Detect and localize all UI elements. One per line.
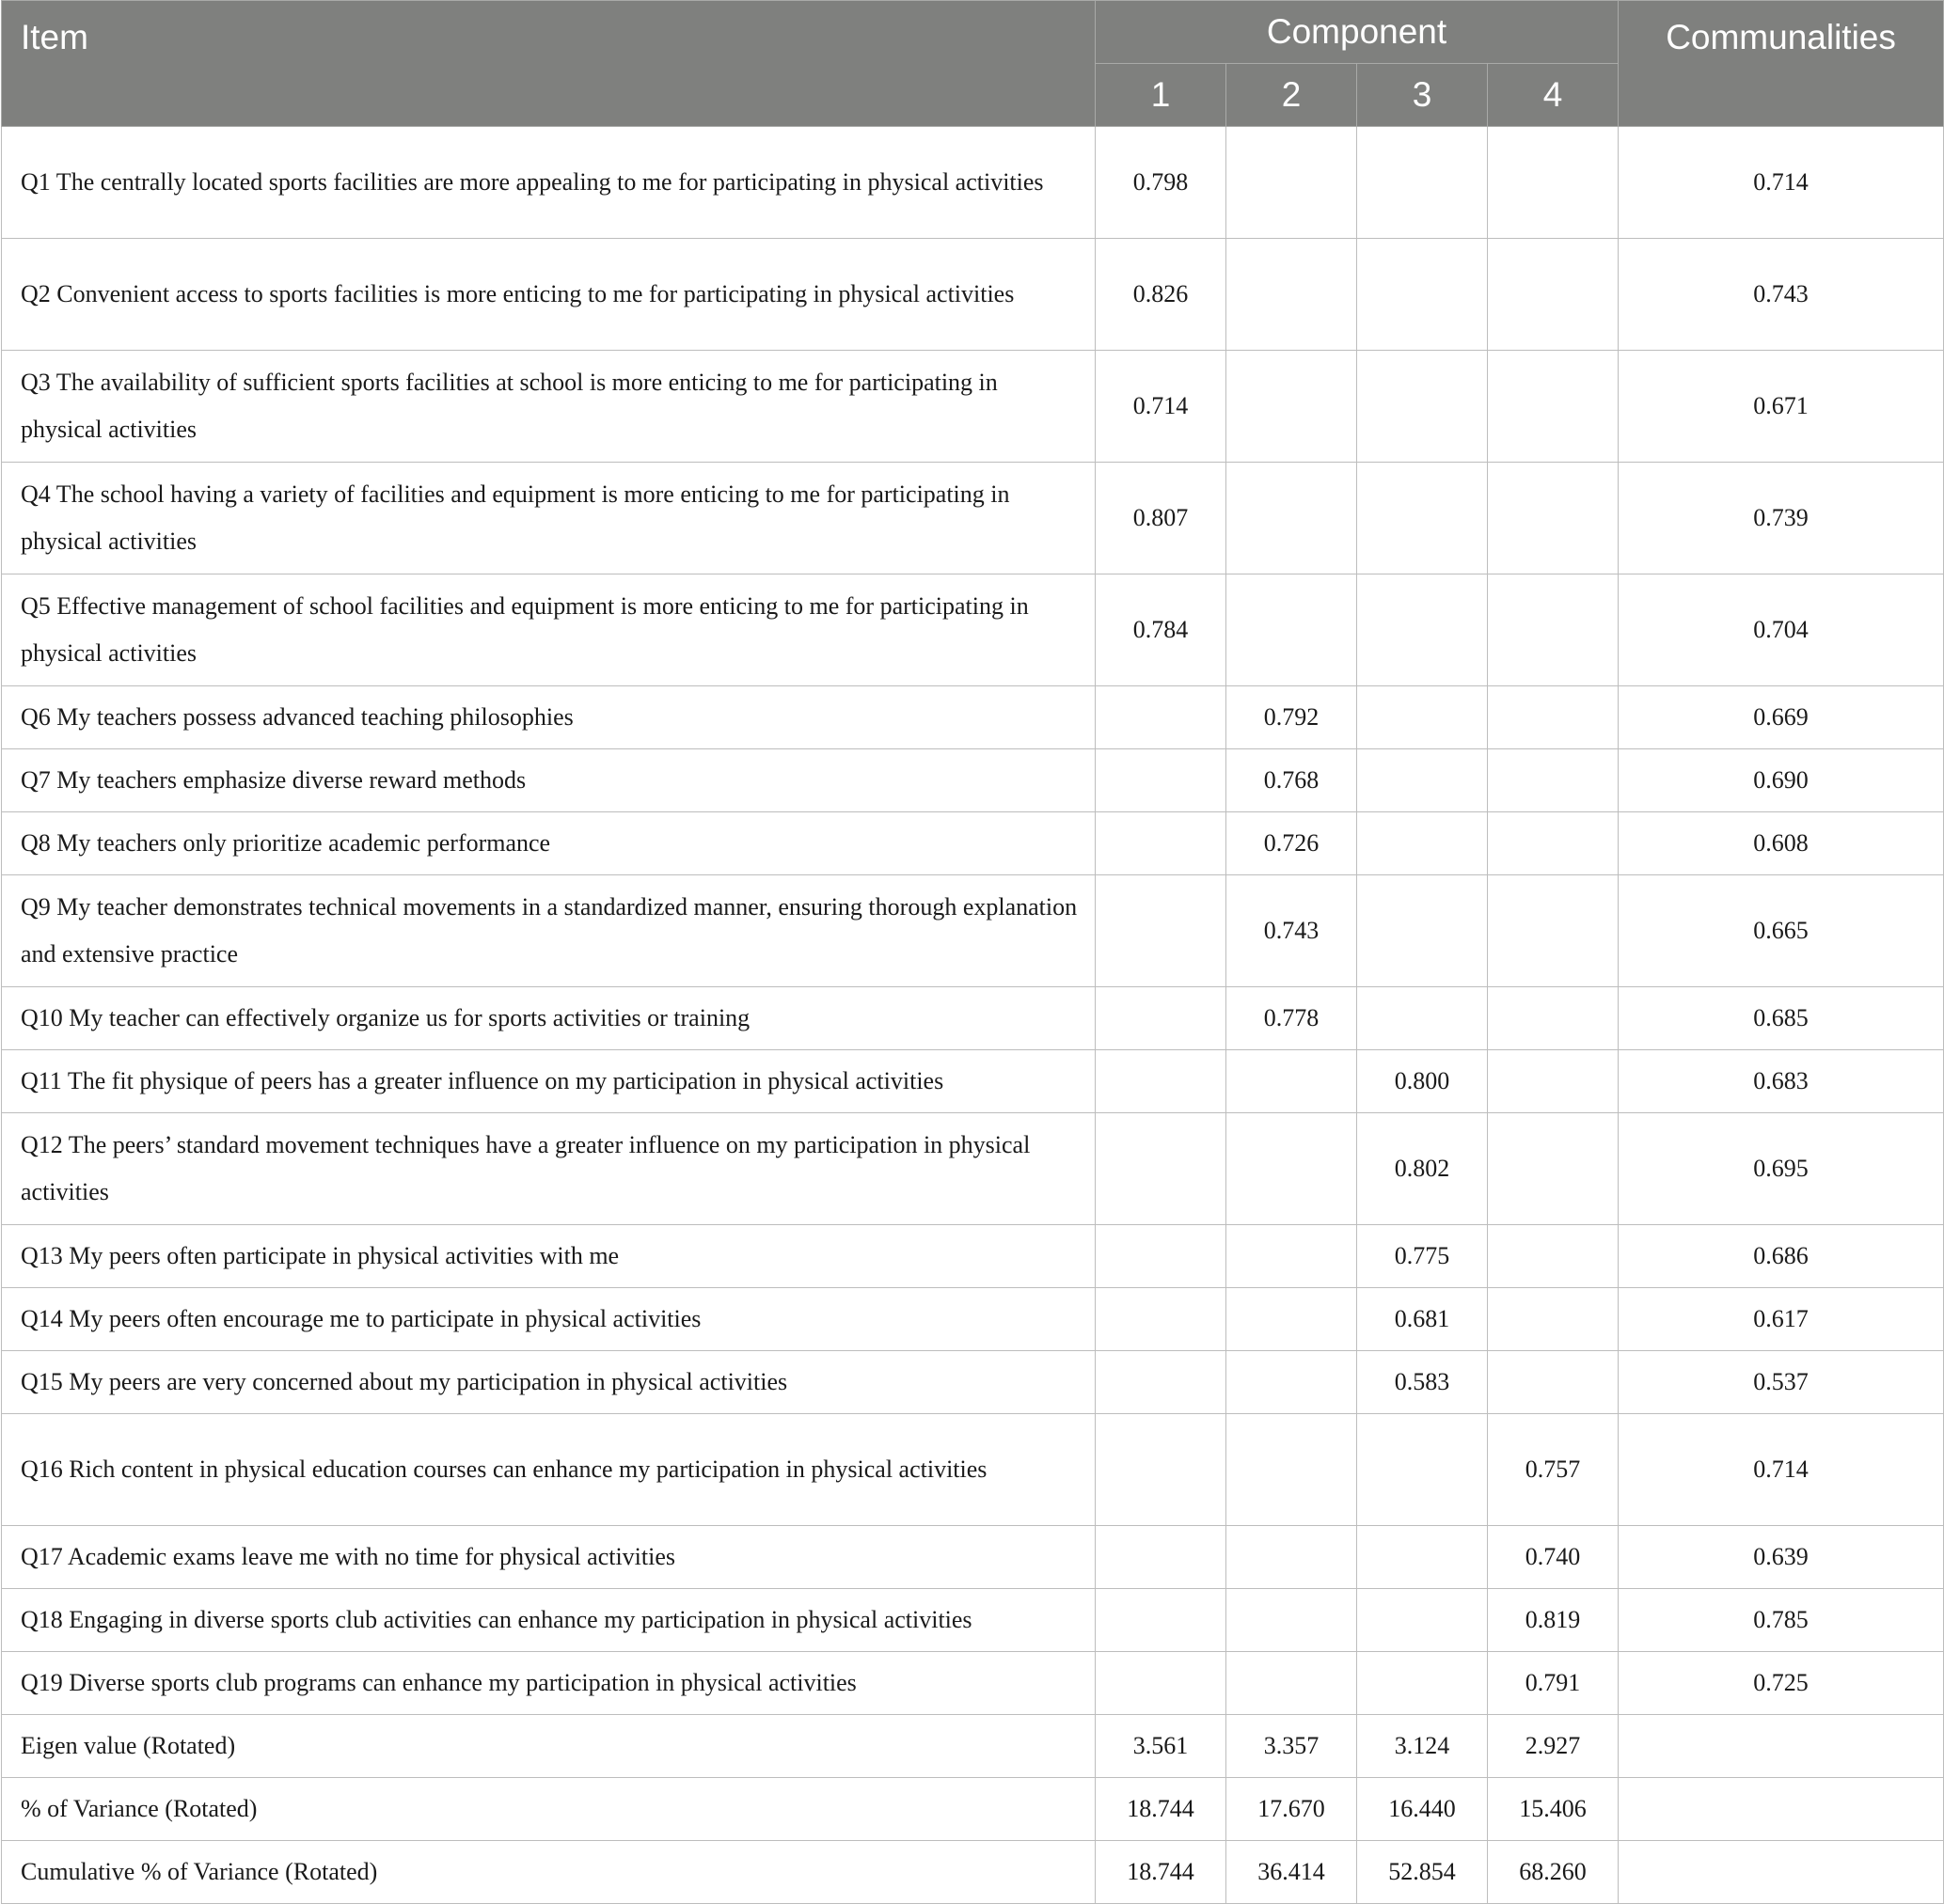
communality-cell: 0.686 — [1619, 1225, 1944, 1288]
component-1-cell — [1096, 749, 1226, 812]
component-4-cell — [1488, 239, 1619, 351]
component-2-cell — [1226, 127, 1357, 239]
table-row — [2, 1778, 1944, 1841]
factor-loadings-table — [1, 0, 1944, 1904]
component-4-cell — [1488, 812, 1619, 875]
component-3-cell: 0.800 — [1357, 1050, 1488, 1113]
component-4-cell — [1488, 987, 1619, 1050]
table-row — [2, 987, 1944, 1050]
header-row — [2, 1, 1944, 64]
component-4-cell — [1488, 749, 1619, 812]
item-cell: Q15 My peers are very concerned about my participation in physical activities — [2, 1351, 1096, 1414]
component-1-header: 1 — [1096, 64, 1226, 127]
component-1-cell — [1096, 875, 1226, 987]
component-2-cell: 0.726 — [1226, 812, 1357, 875]
component-4-cell — [1488, 1050, 1619, 1113]
component-1-cell: 0.826 — [1096, 239, 1226, 351]
component-3-header: 3 — [1357, 64, 1488, 127]
component-3-cell — [1357, 987, 1488, 1050]
component-1-cell — [1096, 1113, 1226, 1225]
communality-cell: 0.725 — [1619, 1652, 1944, 1715]
component-1-cell — [1096, 1414, 1226, 1526]
component-3-cell — [1357, 1414, 1488, 1526]
table-row — [2, 1715, 1944, 1778]
component-3-cell — [1357, 574, 1488, 686]
component-2-cell — [1226, 239, 1357, 351]
component-1-cell: 0.714 — [1096, 351, 1226, 463]
component-3-cell: 0.583 — [1357, 1351, 1488, 1414]
item-cell: Q13 My peers often participate in physical activities with me — [2, 1225, 1096, 1288]
component-4-cell — [1488, 1351, 1619, 1414]
communality-cell: 0.690 — [1619, 749, 1944, 812]
component-2-cell — [1226, 1288, 1357, 1351]
communality-cell — [1619, 1778, 1944, 1841]
item-cell: Q8 My teachers only prioritize academic performance — [2, 812, 1096, 875]
component-2-cell — [1226, 1225, 1357, 1288]
component-2-cell — [1226, 1113, 1357, 1225]
table-row — [2, 686, 1944, 749]
component-4-cell — [1488, 875, 1619, 987]
item-cell: Q18 Engaging in diverse sports club activities can enhance my participation in physical activities — [2, 1589, 1096, 1652]
item-cell: Q9 My teacher demonstrates technical movements in a standardized manner, ensuring thorough explanation and extensive practice — [2, 875, 1096, 987]
communality-cell: 0.704 — [1619, 574, 1944, 686]
component-2-cell — [1226, 1414, 1357, 1526]
component-1-cell: 3.561 — [1096, 1715, 1226, 1778]
component-1-cell — [1096, 812, 1226, 875]
component-2-cell: 0.743 — [1226, 875, 1357, 987]
communality-cell: 0.714 — [1619, 1414, 1944, 1526]
component-4-cell — [1488, 127, 1619, 239]
table-row — [2, 1288, 1944, 1351]
component-2-cell: 0.768 — [1226, 749, 1357, 812]
component-2-cell — [1226, 1526, 1357, 1589]
communality-cell: 0.695 — [1619, 1113, 1944, 1225]
table-row — [2, 812, 1944, 875]
communality-cell — [1619, 1841, 1944, 1904]
item-cell: Q4 The school having a variety of facilities and equipment is more enticing to me for participating in physical activities — [2, 463, 1096, 574]
table-row — [2, 463, 1944, 574]
item-cell: Q19 Diverse sports club programs can enhance my participation in physical activities — [2, 1652, 1096, 1715]
component-1-cell — [1096, 987, 1226, 1050]
component-2-cell: 36.414 — [1226, 1841, 1357, 1904]
component-4-cell: 0.757 — [1488, 1414, 1619, 1526]
component-3-cell — [1357, 127, 1488, 239]
component-1-cell — [1096, 1526, 1226, 1589]
table-row — [2, 1050, 1944, 1113]
component-1-cell — [1096, 1050, 1226, 1113]
item-cell: Q10 My teacher can effectively organize us for sports activities or training — [2, 987, 1096, 1050]
table-row — [2, 1841, 1944, 1904]
component-1-cell — [1096, 686, 1226, 749]
table-row — [2, 127, 1944, 239]
table-body — [2, 127, 1944, 1904]
table-row — [2, 1351, 1944, 1414]
component-2-cell — [1226, 1652, 1357, 1715]
component-2-cell: 3.357 — [1226, 1715, 1357, 1778]
component-1-cell — [1096, 1351, 1226, 1414]
item-cell: Q5 Effective management of school facilities and equipment is more enticing to me for participating in physical activities — [2, 574, 1096, 686]
component-3-cell — [1357, 351, 1488, 463]
item-cell: Q11 The fit physique of peers has a greater influence on my participation in physical activities — [2, 1050, 1096, 1113]
component-3-cell: 52.854 — [1357, 1841, 1488, 1904]
component-1-cell — [1096, 1652, 1226, 1715]
component-2-cell — [1226, 463, 1357, 574]
communality-cell: 0.739 — [1619, 463, 1944, 574]
component-1-cell: 18.744 — [1096, 1841, 1226, 1904]
component-1-cell — [1096, 1288, 1226, 1351]
item-cell: Q7 My teachers emphasize diverse reward methods — [2, 749, 1096, 812]
table-row — [2, 239, 1944, 351]
item-cell: Q3 The availability of sufficient sports facilities at school is more enticing to me for participating in physical activities — [2, 351, 1096, 463]
item-cell: Q6 My teachers possess advanced teaching philosophies — [2, 686, 1096, 749]
table-row — [2, 875, 1944, 987]
table-row — [2, 1414, 1944, 1526]
component-3-cell — [1357, 239, 1488, 351]
communality-cell: 0.685 — [1619, 987, 1944, 1050]
component-4-cell — [1488, 1288, 1619, 1351]
communality-cell: 0.669 — [1619, 686, 1944, 749]
communality-cell: 0.743 — [1619, 239, 1944, 351]
item-column-header: Item — [2, 1, 1096, 127]
item-cell: Q14 My peers often encourage me to participate in physical activities — [2, 1288, 1096, 1351]
component-1-cell: 0.807 — [1096, 463, 1226, 574]
table-header — [2, 1, 1944, 127]
item-cell: Eigen value (Rotated) — [2, 1715, 1096, 1778]
communality-cell: 0.683 — [1619, 1050, 1944, 1113]
component-4-cell — [1488, 463, 1619, 574]
component-4-cell: 68.260 — [1488, 1841, 1619, 1904]
item-cell: Cumulative % of Variance (Rotated) — [2, 1841, 1096, 1904]
component-4-cell: 0.791 — [1488, 1652, 1619, 1715]
communality-cell: 0.537 — [1619, 1351, 1944, 1414]
table-row — [2, 749, 1944, 812]
component-1-cell: 18.744 — [1096, 1778, 1226, 1841]
component-2-cell — [1226, 574, 1357, 686]
table-row — [2, 1589, 1944, 1652]
item-cell: % of Variance (Rotated) — [2, 1778, 1096, 1841]
component-2-cell — [1226, 1050, 1357, 1113]
component-3-cell: 0.802 — [1357, 1113, 1488, 1225]
component-4-cell — [1488, 574, 1619, 686]
item-cell: Q2 Convenient access to sports facilities is more enticing to me for participating in physical activities — [2, 239, 1096, 351]
component-3-cell — [1357, 463, 1488, 574]
component-1-cell — [1096, 1225, 1226, 1288]
item-cell: Q16 Rich content in physical education courses can enhance my participation in physical activities — [2, 1414, 1096, 1526]
component-2-header: 2 — [1226, 64, 1357, 127]
communality-cell: 0.671 — [1619, 351, 1944, 463]
component-2-cell — [1226, 1589, 1357, 1652]
component-2-cell — [1226, 1351, 1357, 1414]
component-3-cell — [1357, 749, 1488, 812]
component-4-cell — [1488, 686, 1619, 749]
table-row — [2, 1652, 1944, 1715]
component-3-cell — [1357, 1526, 1488, 1589]
component-1-cell: 0.798 — [1096, 127, 1226, 239]
component-column-header: Component — [1096, 1, 1619, 64]
component-3-cell: 3.124 — [1357, 1715, 1488, 1778]
communality-cell: 0.617 — [1619, 1288, 1944, 1351]
table-row — [2, 1526, 1944, 1589]
component-4-cell — [1488, 351, 1619, 463]
item-cell: Q12 The peers’ standard movement techniques have a greater influence on my participation in physical activities — [2, 1113, 1096, 1225]
communality-cell — [1619, 1715, 1944, 1778]
component-4-cell: 2.927 — [1488, 1715, 1619, 1778]
component-3-cell — [1357, 812, 1488, 875]
component-4-cell: 0.819 — [1488, 1589, 1619, 1652]
table-row — [2, 351, 1944, 463]
communality-cell: 0.714 — [1619, 127, 1944, 239]
component-3-cell — [1357, 875, 1488, 987]
component-2-cell: 0.778 — [1226, 987, 1357, 1050]
component-4-cell — [1488, 1113, 1619, 1225]
item-cell: Q1 The centrally located sports facilities are more appealing to me for participating in physical activities — [2, 127, 1096, 239]
component-3-cell — [1357, 1652, 1488, 1715]
communality-cell: 0.665 — [1619, 875, 1944, 987]
component-3-cell — [1357, 686, 1488, 749]
communalities-column-header: Communalities — [1619, 1, 1944, 127]
communality-cell: 0.785 — [1619, 1589, 1944, 1652]
table-row — [2, 574, 1944, 686]
item-cell: Q17 Academic exams leave me with no time for physical activities — [2, 1526, 1096, 1589]
communality-cell: 0.639 — [1619, 1526, 1944, 1589]
component-3-cell: 0.681 — [1357, 1288, 1488, 1351]
component-3-cell: 16.440 — [1357, 1778, 1488, 1841]
component-2-cell — [1226, 351, 1357, 463]
table-row — [2, 1225, 1944, 1288]
component-1-cell: 0.784 — [1096, 574, 1226, 686]
component-2-cell: 17.670 — [1226, 1778, 1357, 1841]
component-4-cell: 0.740 — [1488, 1526, 1619, 1589]
table-row — [2, 1113, 1944, 1225]
component-1-cell — [1096, 1589, 1226, 1652]
component-2-cell: 0.792 — [1226, 686, 1357, 749]
component-3-cell: 0.775 — [1357, 1225, 1488, 1288]
component-4-header: 4 — [1488, 64, 1619, 127]
component-3-cell — [1357, 1589, 1488, 1652]
communality-cell: 0.608 — [1619, 812, 1944, 875]
component-4-cell — [1488, 1225, 1619, 1288]
component-4-cell: 15.406 — [1488, 1778, 1619, 1841]
